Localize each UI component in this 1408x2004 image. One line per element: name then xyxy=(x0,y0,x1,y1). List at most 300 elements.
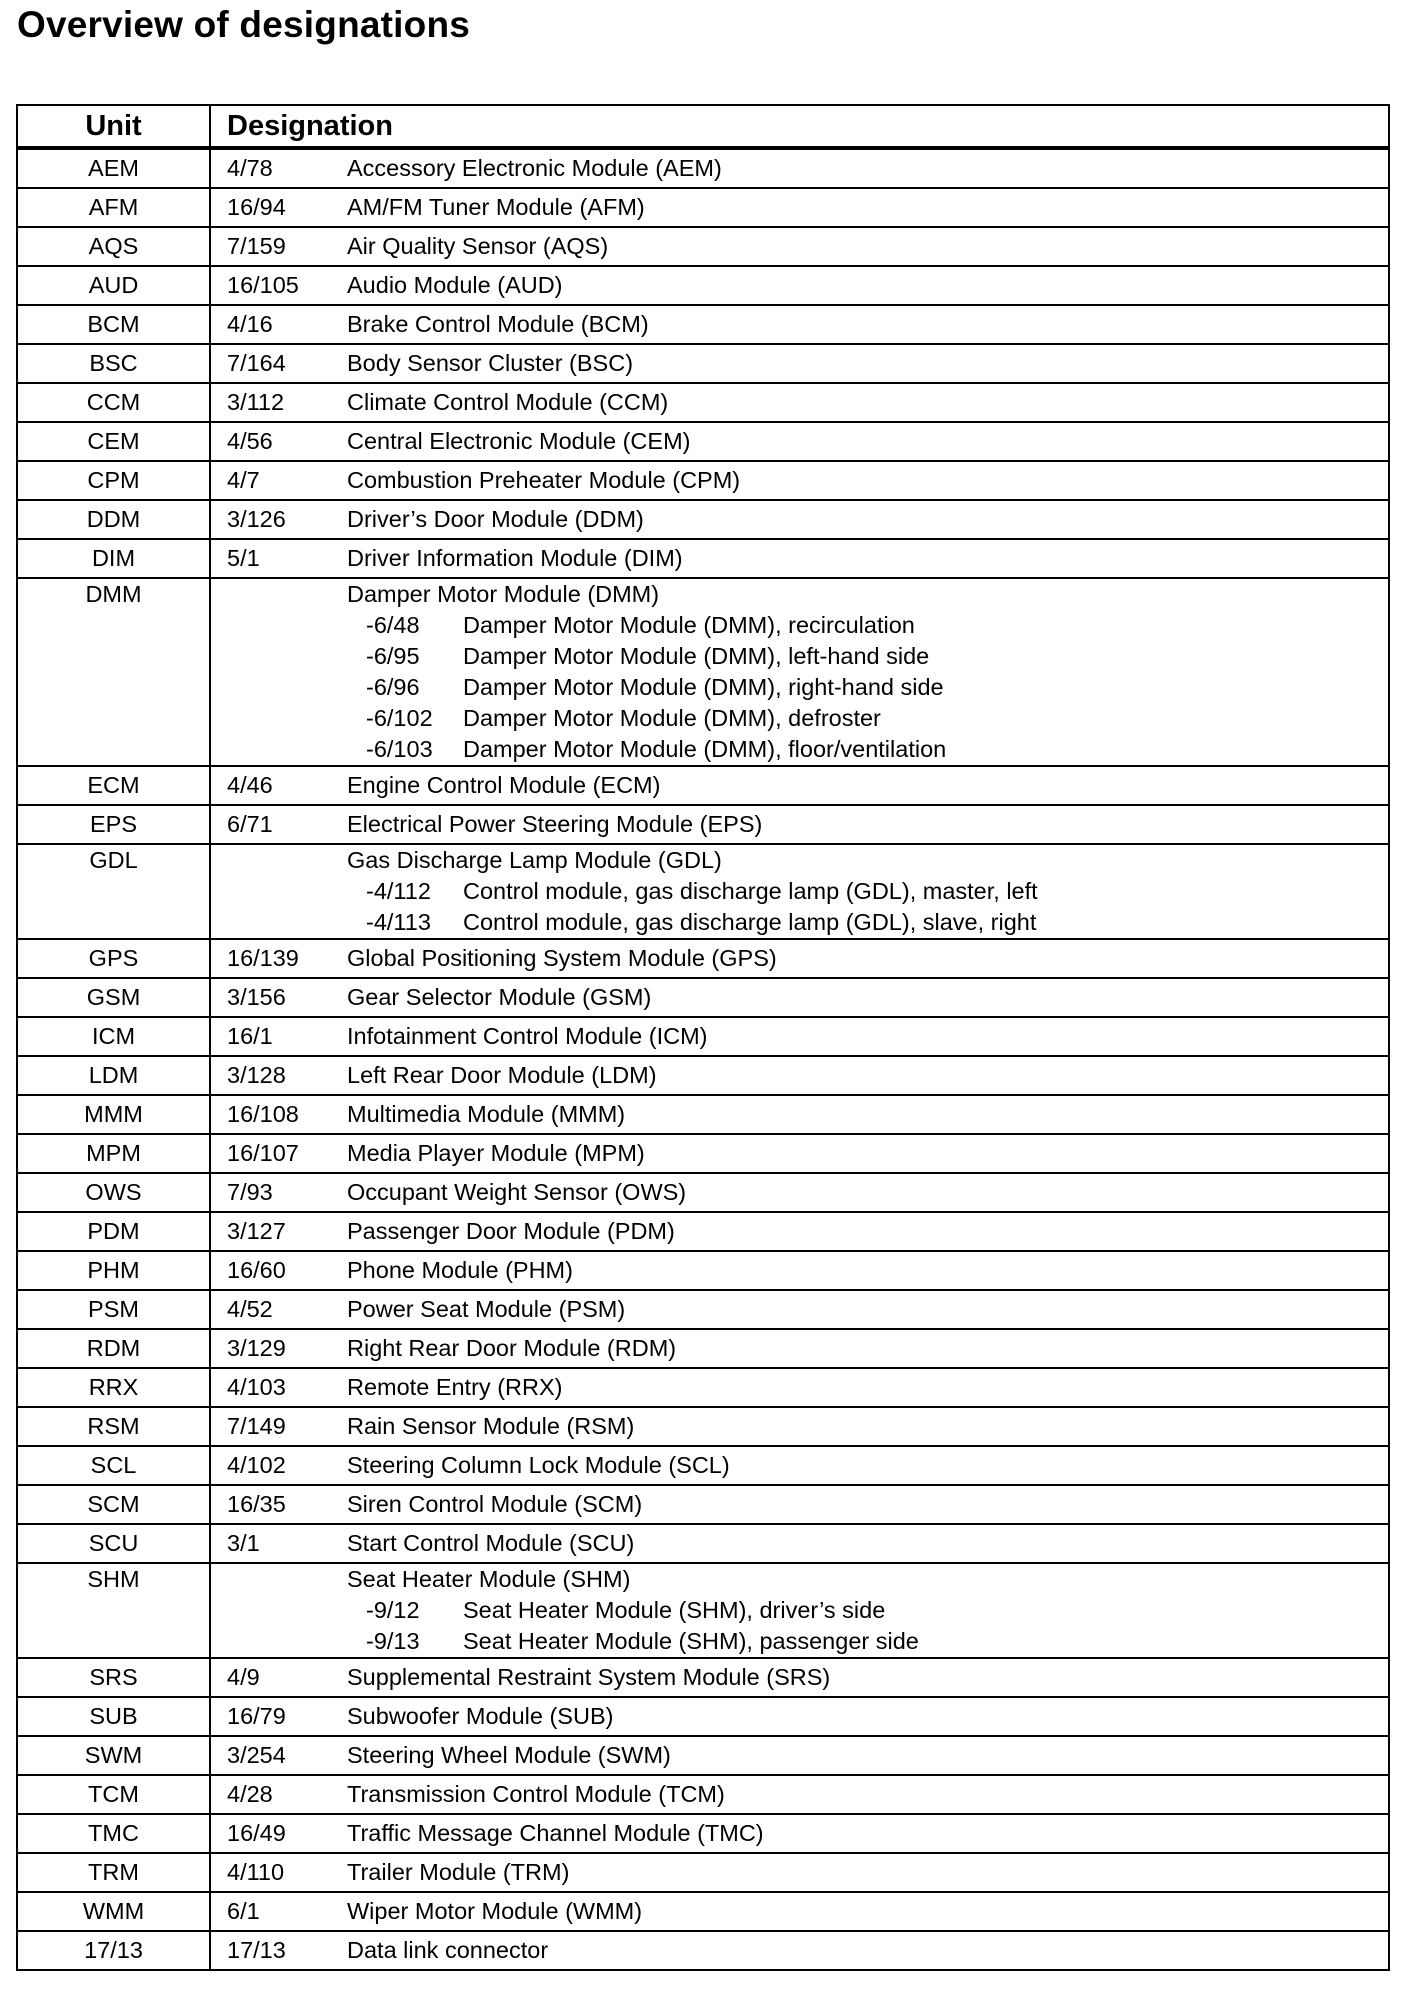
designation-name: Transmission Control Module (TCM) xyxy=(347,1781,725,1807)
unit-cell xyxy=(18,306,211,343)
designation-line xyxy=(211,423,1388,460)
designation-line xyxy=(211,1659,1388,1696)
designation-line xyxy=(211,384,1388,421)
sub-designation-code: -4/112 xyxy=(366,878,431,904)
designation-cell xyxy=(211,501,1388,538)
designation-line xyxy=(211,540,1388,577)
unit-text: SCM xyxy=(87,1491,140,1517)
designation-cell xyxy=(211,806,1388,843)
unit-text: MPM xyxy=(86,1140,141,1166)
unit-cell xyxy=(18,767,211,804)
designation-line xyxy=(211,1330,1388,1367)
designation-line xyxy=(211,1408,1388,1445)
unit-cell xyxy=(18,1330,211,1367)
table-row xyxy=(18,1696,1388,1735)
designation-line xyxy=(211,1854,1388,1891)
designation-name: Subwoofer Module (SUB) xyxy=(347,1703,614,1729)
table-row xyxy=(18,421,1388,460)
table-row xyxy=(18,1289,1388,1328)
designation-line xyxy=(211,1893,1388,1930)
table-row xyxy=(18,187,1388,226)
designation-line xyxy=(211,1486,1388,1523)
designation-code: 3/126 xyxy=(227,506,286,532)
designation-code: 3/127 xyxy=(227,1218,286,1244)
designation-code: 4/16 xyxy=(227,311,273,337)
unit-text: PSM xyxy=(88,1296,139,1322)
designation-cell xyxy=(211,540,1388,577)
designation-line xyxy=(211,1135,1388,1172)
designation-code: 4/78 xyxy=(227,155,273,181)
unit-text: GSM xyxy=(86,984,141,1010)
designation-code: 4/52 xyxy=(227,1296,273,1322)
designation-line xyxy=(211,1698,1388,1735)
designation-code xyxy=(211,579,347,610)
designation-code: 16/108 xyxy=(227,1101,299,1127)
table-row xyxy=(18,1735,1388,1774)
designation-cell xyxy=(211,306,1388,343)
table-row xyxy=(18,1016,1388,1055)
designation-name: Driver Information Module (DIM) xyxy=(347,545,683,571)
unit-text: AFM xyxy=(88,194,139,220)
designation-line xyxy=(211,150,1388,187)
designation-cell xyxy=(211,1486,1388,1523)
designation-cell xyxy=(211,1659,1388,1696)
sub-designation-name: Damper Motor Module (DMM), floor/ventilation xyxy=(463,736,947,762)
designation-name: Rain Sensor Module (RSM) xyxy=(347,1413,635,1439)
table-row xyxy=(18,1133,1388,1172)
table-row xyxy=(18,226,1388,265)
unit-text: RRX xyxy=(88,1374,139,1400)
sub-designation-line xyxy=(211,734,1388,765)
table-row xyxy=(18,938,1388,977)
designation-line xyxy=(211,940,1388,977)
unit-cell xyxy=(18,1018,211,1055)
unit-cell xyxy=(18,1057,211,1094)
unit-text: ECM xyxy=(87,772,140,798)
table-row xyxy=(18,343,1388,382)
unit-cell xyxy=(18,384,211,421)
designation-name: Start Control Module (SCU) xyxy=(347,1530,635,1556)
unit-cell xyxy=(18,579,211,765)
designation-cell xyxy=(211,1854,1388,1891)
designation-code: 4/56 xyxy=(227,428,273,454)
designation-line xyxy=(211,1369,1388,1406)
designation-cell xyxy=(211,1018,1388,1055)
designation-name: Remote Entry (RRX) xyxy=(347,1374,563,1400)
designation-code: 16/139 xyxy=(227,945,299,971)
designation-cell xyxy=(211,228,1388,265)
designation-name: Steering Wheel Module (SWM) xyxy=(347,1742,671,1768)
designation-cell xyxy=(211,1174,1388,1211)
sub-designation-name: Control module, gas discharge lamp (GDL), master, left xyxy=(463,878,1038,904)
table-row xyxy=(18,1328,1388,1367)
table-row xyxy=(18,499,1388,538)
sub-designation-line xyxy=(211,672,1388,703)
table-row xyxy=(18,1250,1388,1289)
designation-line xyxy=(211,228,1388,265)
unit-text: TCM xyxy=(88,1781,139,1807)
table-row xyxy=(18,382,1388,421)
designation-cell xyxy=(211,1447,1388,1484)
designation-cell xyxy=(211,1369,1388,1406)
designation-cell xyxy=(211,1776,1388,1813)
unit-cell xyxy=(18,540,211,577)
column-header-designation: Designation xyxy=(227,110,393,142)
designation-name: Phone Module (PHM) xyxy=(347,1257,573,1283)
sub-designation-code: -4/113 xyxy=(366,909,431,935)
designation-line xyxy=(211,1525,1388,1562)
designation-line xyxy=(211,1447,1388,1484)
unit-cell xyxy=(18,1737,211,1774)
table-row xyxy=(18,304,1388,343)
unit-cell xyxy=(18,501,211,538)
unit-cell xyxy=(18,423,211,460)
sub-designation-code: -9/12 xyxy=(366,1597,420,1623)
designations-table xyxy=(16,104,1390,1971)
table-row xyxy=(18,977,1388,1016)
unit-cell xyxy=(18,1447,211,1484)
designation-code: 5/1 xyxy=(227,545,260,571)
designation-code: 6/1 xyxy=(227,1898,260,1924)
sub-designation-code: -9/13 xyxy=(366,1628,420,1654)
designation-cell xyxy=(211,1057,1388,1094)
designation-line xyxy=(211,1564,1388,1595)
sub-designation-code: -6/48 xyxy=(366,612,420,638)
unit-cell xyxy=(18,1291,211,1328)
unit-text: SUB xyxy=(89,1703,138,1729)
sub-designation-name: Damper Motor Module (DMM), defroster xyxy=(463,705,881,731)
designation-name: Audio Module (AUD) xyxy=(347,272,563,298)
sub-designation-name: Damper Motor Module (DMM), right-hand side xyxy=(463,674,944,700)
table-row xyxy=(18,804,1388,843)
designation-line xyxy=(211,1018,1388,1055)
designation-name: Steering Column Lock Module (SCL) xyxy=(347,1452,730,1478)
designation-cell xyxy=(211,579,1388,765)
table-row xyxy=(18,1172,1388,1211)
designation-code: 7/149 xyxy=(227,1413,286,1439)
designation-line xyxy=(211,267,1388,304)
designation-line xyxy=(211,806,1388,843)
designation-line xyxy=(211,501,1388,538)
designation-cell xyxy=(211,1893,1388,1930)
designation-code: 7/159 xyxy=(227,233,286,259)
unit-text: DIM xyxy=(91,545,136,571)
designation-cell xyxy=(211,1291,1388,1328)
designation-name: Media Player Module (MPM) xyxy=(347,1140,645,1166)
sub-designation-line xyxy=(211,1626,1388,1657)
unit-text: AQS xyxy=(88,233,139,259)
designation-name: Left Rear Door Module (LDM) xyxy=(347,1062,657,1088)
unit-cell xyxy=(18,1893,211,1930)
table-row xyxy=(18,1094,1388,1133)
unit-text: CPM xyxy=(87,467,140,493)
designation-name: Passenger Door Module (PDM) xyxy=(347,1218,675,1244)
designation-cell xyxy=(211,1252,1388,1289)
designation-name: Climate Control Module (CCM) xyxy=(347,389,669,415)
unit-text: TRM xyxy=(88,1859,139,1885)
unit-text: GPS xyxy=(88,945,139,971)
sub-designation-line xyxy=(211,610,1388,641)
designation-cell xyxy=(211,1135,1388,1172)
table-row xyxy=(18,460,1388,499)
unit-text: PHM xyxy=(87,1257,140,1283)
unit-text: AEM xyxy=(88,155,139,181)
unit-cell xyxy=(18,940,211,977)
sub-designation-name: Seat Heater Module (SHM), driver’s side xyxy=(463,1597,886,1623)
unit-cell xyxy=(18,1815,211,1852)
designation-cell xyxy=(211,1330,1388,1367)
designation-line xyxy=(211,1932,1388,1969)
unit-cell xyxy=(18,1486,211,1523)
sub-designation-name: Seat Heater Module (SHM), passenger side xyxy=(463,1628,919,1654)
designation-name: Supplemental Restraint System Module (SRS) xyxy=(347,1664,831,1690)
sub-designation-code: -6/96 xyxy=(366,674,420,700)
designation-name: Brake Control Module (BCM) xyxy=(347,311,649,337)
table-row xyxy=(18,1774,1388,1813)
sub-designation-code: -6/95 xyxy=(366,643,420,669)
unit-text: AUD xyxy=(88,272,139,298)
designation-code: 3/1 xyxy=(227,1530,260,1556)
designation-code: 7/93 xyxy=(227,1179,273,1205)
unit-text: RDM xyxy=(86,1335,141,1361)
unit-text: TMC xyxy=(88,1820,139,1846)
designation-code: 17/13 xyxy=(227,1937,286,1963)
unit-text: LDM xyxy=(88,1062,139,1088)
unit-cell xyxy=(18,189,211,226)
unit-text: OWS xyxy=(85,1179,142,1205)
designation-name: Power Seat Module (PSM) xyxy=(347,1296,626,1322)
designation-line xyxy=(211,306,1388,343)
designation-cell xyxy=(211,150,1388,187)
designation-cell xyxy=(211,345,1388,382)
unit-cell xyxy=(18,845,211,938)
table-row xyxy=(18,1852,1388,1891)
unit-text: ICM xyxy=(91,1023,136,1049)
designation-name: Accessory Electronic Module (AEM) xyxy=(347,155,722,181)
designation-cell xyxy=(211,767,1388,804)
page-title: Overview of designations xyxy=(17,4,471,45)
designation-name: Trailer Module (TRM) xyxy=(347,1859,570,1885)
unit-text: RSM xyxy=(87,1413,140,1439)
table-row xyxy=(18,1813,1388,1852)
designation-line xyxy=(211,1096,1388,1133)
designation-code: 4/9 xyxy=(227,1664,260,1690)
designation-cell xyxy=(211,1096,1388,1133)
sub-designation-name: Damper Motor Module (DMM), recirculation xyxy=(463,612,915,638)
designation-code: 16/107 xyxy=(227,1140,299,1166)
unit-cell xyxy=(18,1854,211,1891)
unit-text: EPS xyxy=(89,811,138,837)
designation-code: 16/105 xyxy=(227,272,299,298)
table-row xyxy=(18,1523,1388,1562)
table-row xyxy=(18,765,1388,804)
designation-cell xyxy=(211,1698,1388,1735)
designation-line xyxy=(211,1213,1388,1250)
unit-text: SCL xyxy=(90,1452,137,1478)
unit-cell xyxy=(18,1408,211,1445)
designation-line xyxy=(211,1174,1388,1211)
designation-code xyxy=(211,1564,347,1595)
unit-cell xyxy=(18,1564,211,1657)
unit-cell xyxy=(18,267,211,304)
designation-code: 7/164 xyxy=(227,350,286,376)
unit-cell xyxy=(18,1135,211,1172)
designation-name: Siren Control Module (SCM) xyxy=(347,1491,643,1517)
unit-cell xyxy=(18,1213,211,1250)
designation-cell xyxy=(211,189,1388,226)
designation-code xyxy=(211,845,347,876)
designation-code: 4/46 xyxy=(227,772,273,798)
table-row xyxy=(18,843,1388,938)
sub-designation-line xyxy=(211,703,1388,734)
unit-cell xyxy=(18,1698,211,1735)
unit-cell xyxy=(18,1252,211,1289)
designation-name: Engine Control Module (ECM) xyxy=(347,772,661,798)
designation-name: Data link connector xyxy=(347,1937,549,1963)
table-row xyxy=(18,265,1388,304)
unit-cell xyxy=(18,1776,211,1813)
designation-code: 3/254 xyxy=(227,1742,286,1768)
unit-text: SWM xyxy=(84,1742,143,1768)
designation-name: Air Quality Sensor (AQS) xyxy=(347,233,609,259)
table-row xyxy=(18,1657,1388,1696)
unit-cell xyxy=(18,1174,211,1211)
designation-cell xyxy=(211,1737,1388,1774)
designation-name: Occupant Weight Sensor (OWS) xyxy=(347,1179,687,1205)
designation-cell xyxy=(211,1525,1388,1562)
designation-name: Wiper Motor Module (WMM) xyxy=(347,1898,643,1924)
designation-name: Central Electronic Module (CEM) xyxy=(347,428,691,454)
designation-name: Multimedia Module (MMM) xyxy=(347,1101,626,1127)
designation-name: Traffic Message Channel Module (TMC) xyxy=(347,1820,764,1846)
unit-cell xyxy=(18,462,211,499)
designation-code: 3/129 xyxy=(227,1335,286,1361)
designation-name: Body Sensor Cluster (BSC) xyxy=(347,350,634,376)
designation-line xyxy=(211,189,1388,226)
sub-designation-line xyxy=(211,876,1388,907)
unit-cell xyxy=(18,1932,211,1969)
designation-code: 3/156 xyxy=(227,984,286,1010)
designation-name: Driver’s Door Module (DDM) xyxy=(347,506,644,532)
designation-line xyxy=(211,1737,1388,1774)
designation-line xyxy=(211,1815,1388,1852)
designation-code: 16/49 xyxy=(227,1820,286,1846)
unit-cell xyxy=(18,345,211,382)
unit-text: GDL xyxy=(89,847,138,873)
designation-code: 16/1 xyxy=(227,1023,273,1049)
designation-name: Electrical Power Steering Module (EPS) xyxy=(347,811,763,837)
table-row xyxy=(18,1930,1388,1969)
designation-cell xyxy=(211,1408,1388,1445)
unit-text: CCM xyxy=(86,389,141,415)
unit-text: 17/13 xyxy=(84,1937,143,1963)
designation-name: Combustion Preheater Module (CPM) xyxy=(347,467,741,493)
sub-designation-name: Control module, gas discharge lamp (GDL), slave, right xyxy=(463,909,1037,935)
designation-code: 16/60 xyxy=(227,1257,286,1283)
designation-cell xyxy=(211,940,1388,977)
unit-text: BSC xyxy=(89,350,138,376)
designation-cell xyxy=(211,462,1388,499)
designation-code: 4/28 xyxy=(227,1781,273,1807)
table-row xyxy=(18,1484,1388,1523)
unit-cell xyxy=(18,1659,211,1696)
designation-cell xyxy=(211,1213,1388,1250)
designation-code: 16/79 xyxy=(227,1703,286,1729)
designation-code: 4/102 xyxy=(227,1452,286,1478)
sub-designation-line xyxy=(211,907,1388,938)
unit-cell xyxy=(18,1369,211,1406)
designation-line xyxy=(211,1776,1388,1813)
designation-name: Global Positioning System Module (GPS) xyxy=(347,945,777,971)
table-row xyxy=(18,1891,1388,1930)
designation-cell xyxy=(211,845,1388,938)
designation-code: 16/94 xyxy=(227,194,286,220)
unit-cell xyxy=(18,1096,211,1133)
table-row xyxy=(18,1211,1388,1250)
unit-text: SCU xyxy=(88,1530,139,1556)
table-row xyxy=(18,148,1388,187)
designation-name: Damper Motor Module (DMM) xyxy=(347,581,660,607)
designation-line xyxy=(211,979,1388,1016)
unit-text: CEM xyxy=(87,428,140,454)
unit-cell xyxy=(18,979,211,1016)
designation-code: 16/35 xyxy=(227,1491,286,1517)
designation-cell xyxy=(211,979,1388,1016)
designation-line xyxy=(211,1291,1388,1328)
unit-text: SRS xyxy=(89,1664,138,1690)
designation-line xyxy=(211,345,1388,382)
column-header-unit: Unit xyxy=(18,106,211,146)
table-header-row xyxy=(18,106,1388,148)
unit-cell xyxy=(18,228,211,265)
sub-designation-line xyxy=(211,641,1388,672)
table-row xyxy=(18,1562,1388,1657)
designation-line xyxy=(211,1252,1388,1289)
unit-cell xyxy=(18,806,211,843)
unit-text: WMM xyxy=(82,1898,145,1924)
table-row xyxy=(18,1367,1388,1406)
designation-code: 4/103 xyxy=(227,1374,286,1400)
designation-name: Right Rear Door Module (RDM) xyxy=(347,1335,677,1361)
designation-line xyxy=(211,579,1388,610)
designation-name: Seat Heater Module (SHM) xyxy=(347,1566,631,1592)
unit-text: DDM xyxy=(86,506,141,532)
unit-cell xyxy=(18,150,211,187)
designation-cell xyxy=(211,1815,1388,1852)
designation-name: Gear Selector Module (GSM) xyxy=(347,984,652,1010)
designation-cell xyxy=(211,267,1388,304)
designation-code: 6/71 xyxy=(227,811,273,837)
designation-code: 3/128 xyxy=(227,1062,286,1088)
designation-cell xyxy=(211,423,1388,460)
designation-cell xyxy=(211,1932,1388,1969)
designation-line xyxy=(211,845,1388,876)
sub-designation-name: Damper Motor Module (DMM), left-hand side xyxy=(463,643,930,669)
designation-line xyxy=(211,462,1388,499)
table-row xyxy=(18,577,1388,765)
designation-name: Gas Discharge Lamp Module (GDL) xyxy=(347,847,722,873)
table-row xyxy=(18,1055,1388,1094)
unit-text: MMM xyxy=(84,1101,143,1127)
sub-designation-code: -6/102 xyxy=(366,705,433,731)
designation-name: AM/FM Tuner Module (AFM) xyxy=(347,194,645,220)
designation-cell xyxy=(211,384,1388,421)
table-row xyxy=(18,1406,1388,1445)
unit-text: BCM xyxy=(87,311,140,337)
designation-cell xyxy=(211,1564,1388,1657)
sub-designation-code: -6/103 xyxy=(366,736,433,762)
designation-code: 4/110 xyxy=(227,1859,285,1885)
